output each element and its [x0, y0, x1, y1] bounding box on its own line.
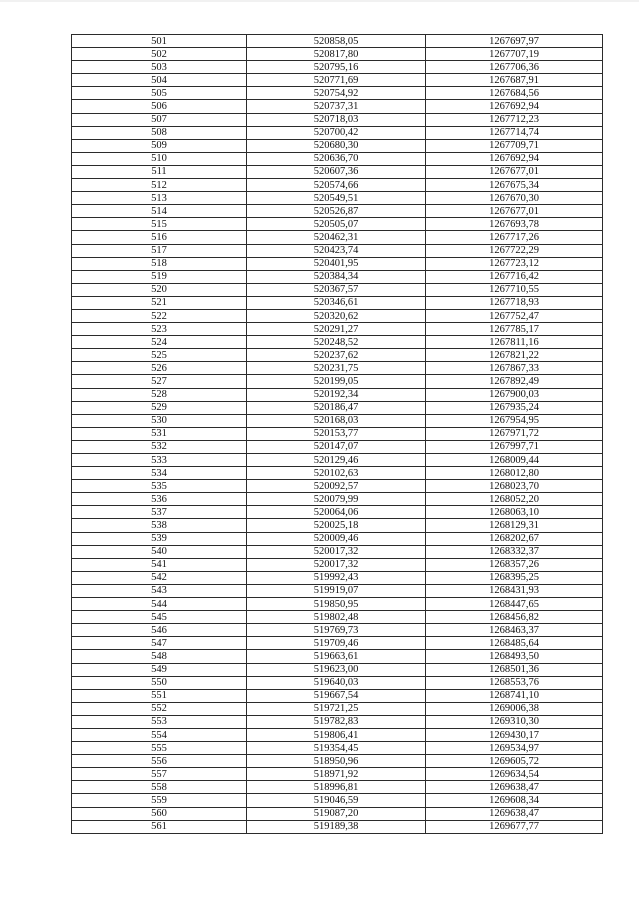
x-coordinate-cell: 520237,62 [247, 349, 426, 362]
point-number-cell: 502 [72, 48, 247, 61]
point-number-cell: 540 [72, 545, 247, 558]
x-coordinate-cell: 519850,95 [247, 598, 426, 611]
point-number-cell: 530 [72, 414, 247, 427]
x-coordinate-cell: 520092,57 [247, 480, 426, 493]
table-row [72, 571, 603, 584]
y-coordinate-cell: 1267693,78 [426, 218, 603, 231]
point-number-cell: 523 [72, 323, 247, 336]
x-coordinate-cell: 519189,38 [247, 820, 426, 833]
y-coordinate-cell: 1269638,47 [426, 781, 603, 794]
point-number-cell: 516 [72, 231, 247, 244]
x-coordinate-cell: 520009,46 [247, 532, 426, 545]
x-coordinate-cell: 519087,20 [247, 807, 426, 820]
x-coordinate-cell: 520718,03 [247, 113, 426, 126]
point-number-cell: 557 [72, 768, 247, 781]
table-row [72, 401, 603, 414]
table-row [72, 584, 603, 597]
y-coordinate-cell: 1268202,67 [426, 532, 603, 545]
x-coordinate-cell: 520248,52 [247, 336, 426, 349]
x-coordinate-cell: 520858,05 [247, 35, 426, 48]
point-number-cell: 529 [72, 401, 247, 414]
y-coordinate-cell: 1267712,23 [426, 113, 603, 126]
point-number-cell: 553 [72, 715, 247, 728]
y-coordinate-cell: 1267692,94 [426, 152, 603, 165]
table-row [72, 519, 603, 532]
table-row [72, 493, 603, 506]
table-row [72, 480, 603, 493]
table-row [72, 689, 603, 702]
y-coordinate-cell: 1267717,26 [426, 231, 603, 244]
page-top-edge [0, 0, 639, 2]
x-coordinate-cell: 520574,66 [247, 179, 426, 192]
point-number-cell: 534 [72, 467, 247, 480]
point-number-cell: 545 [72, 611, 247, 624]
x-coordinate-cell: 519806,41 [247, 728, 426, 741]
y-coordinate-cell: 1267997,71 [426, 440, 603, 453]
y-coordinate-cell: 1268501,36 [426, 663, 603, 676]
table-row [72, 113, 603, 126]
y-coordinate-cell: 1267675,34 [426, 179, 603, 192]
coordinates-table [71, 34, 603, 834]
y-coordinate-cell: 1267821,22 [426, 349, 603, 362]
y-coordinate-cell: 1267687,91 [426, 74, 603, 87]
point-number-cell: 538 [72, 519, 247, 532]
point-number-cell: 513 [72, 192, 247, 205]
y-coordinate-cell: 1268063,10 [426, 506, 603, 519]
point-number-cell: 528 [72, 388, 247, 401]
x-coordinate-cell: 519623,00 [247, 663, 426, 676]
x-coordinate-cell: 520401,95 [247, 257, 426, 270]
table-row [72, 139, 603, 152]
x-coordinate-cell: 520186,47 [247, 401, 426, 414]
point-number-cell: 549 [72, 663, 247, 676]
table-row [72, 100, 603, 113]
y-coordinate-cell: 1267900,03 [426, 388, 603, 401]
y-coordinate-cell: 1269534,97 [426, 742, 603, 755]
point-number-cell: 560 [72, 807, 247, 820]
x-coordinate-cell: 520017,32 [247, 545, 426, 558]
table-row [72, 807, 603, 820]
point-number-cell: 535 [72, 480, 247, 493]
point-number-cell: 537 [72, 506, 247, 519]
x-coordinate-cell: 520526,87 [247, 205, 426, 218]
point-number-cell: 518 [72, 257, 247, 270]
point-number-cell: 507 [72, 113, 247, 126]
point-number-cell: 525 [72, 349, 247, 362]
point-number-cell: 517 [72, 244, 247, 257]
point-number-cell: 541 [72, 558, 247, 571]
point-number-cell: 551 [72, 689, 247, 702]
table-row [72, 296, 603, 309]
point-number-cell: 542 [72, 571, 247, 584]
x-coordinate-cell: 520231,75 [247, 362, 426, 375]
table-row [72, 545, 603, 558]
y-coordinate-cell: 1268485,64 [426, 637, 603, 650]
table-row [72, 231, 603, 244]
table-row [72, 650, 603, 663]
table-row [72, 663, 603, 676]
table-row [72, 467, 603, 480]
table-row [72, 755, 603, 768]
x-coordinate-cell: 518971,92 [247, 768, 426, 781]
point-number-cell: 555 [72, 742, 247, 755]
x-coordinate-cell: 520462,31 [247, 231, 426, 244]
y-coordinate-cell: 1268456,82 [426, 611, 603, 624]
y-coordinate-cell: 1267752,47 [426, 309, 603, 322]
table-row [72, 35, 603, 48]
y-coordinate-cell: 1268357,26 [426, 558, 603, 571]
y-coordinate-cell: 1267716,42 [426, 270, 603, 283]
x-coordinate-cell: 519046,59 [247, 794, 426, 807]
y-coordinate-cell: 1267677,01 [426, 165, 603, 178]
x-coordinate-cell: 520168,03 [247, 414, 426, 427]
y-coordinate-cell: 1267707,19 [426, 48, 603, 61]
x-coordinate-cell: 520192,34 [247, 388, 426, 401]
y-coordinate-cell: 1267935,24 [426, 401, 603, 414]
y-coordinate-cell: 1267692,94 [426, 100, 603, 113]
table-row [72, 742, 603, 755]
table-row [72, 48, 603, 61]
y-coordinate-cell: 1269677,77 [426, 820, 603, 833]
x-coordinate-cell: 520505,07 [247, 218, 426, 231]
y-coordinate-cell: 1268332,37 [426, 545, 603, 558]
x-coordinate-cell: 520700,42 [247, 126, 426, 139]
y-coordinate-cell: 1267709,71 [426, 139, 603, 152]
table-row [72, 388, 603, 401]
y-coordinate-cell: 1269605,72 [426, 755, 603, 768]
x-coordinate-cell: 519709,46 [247, 637, 426, 650]
point-number-cell: 520 [72, 283, 247, 296]
point-number-cell: 552 [72, 702, 247, 715]
point-number-cell: 512 [72, 179, 247, 192]
point-number-cell: 504 [72, 74, 247, 87]
point-number-cell: 531 [72, 427, 247, 440]
x-coordinate-cell: 518996,81 [247, 781, 426, 794]
x-coordinate-cell: 520320,62 [247, 309, 426, 322]
point-number-cell: 547 [72, 637, 247, 650]
y-coordinate-cell: 1268741,10 [426, 689, 603, 702]
point-number-cell: 526 [72, 362, 247, 375]
x-coordinate-cell: 519919,07 [247, 584, 426, 597]
y-coordinate-cell: 1269430,17 [426, 728, 603, 741]
x-coordinate-cell: 519721,25 [247, 702, 426, 715]
x-coordinate-cell: 520817,80 [247, 48, 426, 61]
point-number-cell: 506 [72, 100, 247, 113]
table-row [72, 768, 603, 781]
y-coordinate-cell: 1268553,76 [426, 676, 603, 689]
point-number-cell: 522 [72, 309, 247, 322]
table-row [72, 558, 603, 571]
x-coordinate-cell: 520079,99 [247, 493, 426, 506]
y-coordinate-cell: 1268493,50 [426, 650, 603, 663]
x-coordinate-cell: 520147,07 [247, 440, 426, 453]
table-row [72, 427, 603, 440]
point-number-cell: 527 [72, 375, 247, 388]
table-row [72, 165, 603, 178]
point-number-cell: 539 [72, 532, 247, 545]
x-coordinate-cell: 519663,61 [247, 650, 426, 663]
table-row [72, 454, 603, 467]
y-coordinate-cell: 1267697,97 [426, 35, 603, 48]
y-coordinate-cell: 1267723,12 [426, 257, 603, 270]
y-coordinate-cell: 1268447,65 [426, 598, 603, 611]
x-coordinate-cell: 520025,18 [247, 519, 426, 532]
y-coordinate-cell: 1268052,20 [426, 493, 603, 506]
table-row [72, 532, 603, 545]
table-row [72, 598, 603, 611]
table-row [72, 702, 603, 715]
point-number-cell: 556 [72, 755, 247, 768]
y-coordinate-cell: 1267710,55 [426, 283, 603, 296]
point-number-cell: 532 [72, 440, 247, 453]
point-number-cell: 524 [72, 336, 247, 349]
table-row [72, 506, 603, 519]
table-row [72, 676, 603, 689]
point-number-cell: 543 [72, 584, 247, 597]
x-coordinate-cell: 520199,05 [247, 375, 426, 388]
point-number-cell: 521 [72, 296, 247, 309]
x-coordinate-cell: 520129,46 [247, 454, 426, 467]
x-coordinate-cell: 520384,34 [247, 270, 426, 283]
table-row [72, 152, 603, 165]
y-coordinate-cell: 1269638,47 [426, 807, 603, 820]
y-coordinate-cell: 1268009,44 [426, 454, 603, 467]
x-coordinate-cell: 520771,69 [247, 74, 426, 87]
y-coordinate-cell: 1268431,93 [426, 584, 603, 597]
table-row [72, 781, 603, 794]
table-row [72, 637, 603, 650]
x-coordinate-cell: 520291,27 [247, 323, 426, 336]
table-row [72, 362, 603, 375]
y-coordinate-cell: 1267954,95 [426, 414, 603, 427]
x-coordinate-cell: 520102,63 [247, 467, 426, 480]
y-coordinate-cell: 1267714,74 [426, 126, 603, 139]
point-number-cell: 508 [72, 126, 247, 139]
y-coordinate-cell: 1268395,25 [426, 571, 603, 584]
point-number-cell: 515 [72, 218, 247, 231]
table-row [72, 309, 603, 322]
table-row [72, 244, 603, 257]
point-number-cell: 544 [72, 598, 247, 611]
table-row [72, 349, 603, 362]
x-coordinate-cell: 520064,06 [247, 506, 426, 519]
table-row [72, 611, 603, 624]
table-row [72, 323, 603, 336]
table-row [72, 270, 603, 283]
table-row [72, 179, 603, 192]
x-coordinate-cell: 519640,03 [247, 676, 426, 689]
table-row [72, 715, 603, 728]
point-number-cell: 548 [72, 650, 247, 663]
y-coordinate-cell: 1269608,34 [426, 794, 603, 807]
x-coordinate-cell: 520367,57 [247, 283, 426, 296]
point-number-cell: 554 [72, 728, 247, 741]
x-coordinate-cell: 519667,54 [247, 689, 426, 702]
x-coordinate-cell: 520153,77 [247, 427, 426, 440]
y-coordinate-cell: 1267785,17 [426, 323, 603, 336]
x-coordinate-cell: 520754,92 [247, 87, 426, 100]
y-coordinate-cell: 1267811,16 [426, 336, 603, 349]
x-coordinate-cell: 519769,73 [247, 624, 426, 637]
point-number-cell: 546 [72, 624, 247, 637]
y-coordinate-cell: 1268463,37 [426, 624, 603, 637]
x-coordinate-cell: 518950,96 [247, 755, 426, 768]
y-coordinate-cell: 1269310,30 [426, 715, 603, 728]
x-coordinate-cell: 520680,30 [247, 139, 426, 152]
x-coordinate-cell: 519782,83 [247, 715, 426, 728]
point-number-cell: 509 [72, 139, 247, 152]
x-coordinate-cell: 520795,16 [247, 61, 426, 74]
table-row [72, 87, 603, 100]
y-coordinate-cell: 1267677,01 [426, 205, 603, 218]
table-row [72, 375, 603, 388]
y-coordinate-cell: 1267971,72 [426, 427, 603, 440]
y-coordinate-cell: 1267706,36 [426, 61, 603, 74]
y-coordinate-cell: 1269634,54 [426, 768, 603, 781]
point-number-cell: 514 [72, 205, 247, 218]
point-number-cell: 533 [72, 454, 247, 467]
y-coordinate-cell: 1267722,29 [426, 244, 603, 257]
y-coordinate-cell: 1267684,56 [426, 87, 603, 100]
y-coordinate-cell: 1267892,49 [426, 375, 603, 388]
coordinates-table-body [72, 35, 603, 834]
table-row [72, 205, 603, 218]
x-coordinate-cell: 520017,32 [247, 558, 426, 571]
table-row [72, 820, 603, 833]
table-row [72, 218, 603, 231]
x-coordinate-cell: 519992,43 [247, 571, 426, 584]
point-number-cell: 536 [72, 493, 247, 506]
x-coordinate-cell: 520636,70 [247, 152, 426, 165]
x-coordinate-cell: 520549,51 [247, 192, 426, 205]
point-number-cell: 501 [72, 35, 247, 48]
x-coordinate-cell: 520607,36 [247, 165, 426, 178]
x-coordinate-cell: 519354,45 [247, 742, 426, 755]
y-coordinate-cell: 1269006,38 [426, 702, 603, 715]
table-row [72, 728, 603, 741]
table-row [72, 794, 603, 807]
table-row [72, 126, 603, 139]
table-row [72, 440, 603, 453]
y-coordinate-cell: 1268023,70 [426, 480, 603, 493]
point-number-cell: 559 [72, 794, 247, 807]
y-coordinate-cell: 1268012,80 [426, 467, 603, 480]
point-number-cell: 558 [72, 781, 247, 794]
table-row [72, 283, 603, 296]
table-row [72, 336, 603, 349]
table-row [72, 74, 603, 87]
point-number-cell: 503 [72, 61, 247, 74]
point-number-cell: 519 [72, 270, 247, 283]
table-row [72, 624, 603, 637]
point-number-cell: 550 [72, 676, 247, 689]
y-coordinate-cell: 1268129,31 [426, 519, 603, 532]
table-row [72, 61, 603, 74]
y-coordinate-cell: 1267670,30 [426, 192, 603, 205]
point-number-cell: 510 [72, 152, 247, 165]
x-coordinate-cell: 520737,31 [247, 100, 426, 113]
table-row [72, 192, 603, 205]
x-coordinate-cell: 520423,74 [247, 244, 426, 257]
table-row [72, 257, 603, 270]
x-coordinate-cell: 520346,61 [247, 296, 426, 309]
y-coordinate-cell: 1267867,33 [426, 362, 603, 375]
point-number-cell: 511 [72, 165, 247, 178]
x-coordinate-cell: 519802,48 [247, 611, 426, 624]
table-row [72, 414, 603, 427]
point-number-cell: 561 [72, 820, 247, 833]
point-number-cell: 505 [72, 87, 247, 100]
y-coordinate-cell: 1267718,93 [426, 296, 603, 309]
